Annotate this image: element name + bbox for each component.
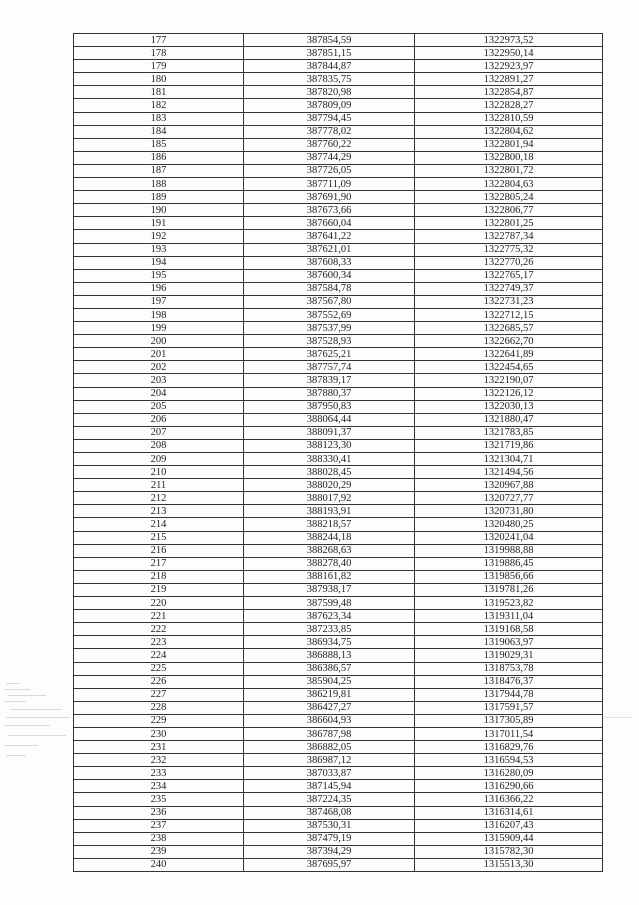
table-row: [74, 675, 603, 688]
y-coordinate-cell: 1322190,07: [415, 374, 603, 387]
table-row: [74, 583, 603, 596]
x-coordinate-cell: 387835,75: [244, 73, 415, 86]
table-row: [74, 780, 603, 793]
x-coordinate-cell: 387950,83: [244, 400, 415, 413]
y-coordinate-cell: 1315513,30: [415, 858, 603, 871]
y-coordinate-cell: 1322973,52: [415, 34, 603, 47]
x-coordinate-cell: 386427,27: [244, 701, 415, 714]
y-coordinate-cell: 1322731,23: [415, 295, 603, 308]
table-row: [74, 112, 603, 125]
table-row: [74, 479, 603, 492]
table-row: [74, 439, 603, 452]
y-coordinate-cell: 1320967,88: [415, 479, 603, 492]
table-row: [74, 138, 603, 151]
y-coordinate-cell: 1322804,62: [415, 125, 603, 138]
point-number-cell: 200: [74, 335, 244, 348]
x-coordinate-cell: 387695,97: [244, 858, 415, 871]
point-number-cell: 240: [74, 858, 244, 871]
y-coordinate-cell: 1322641,89: [415, 348, 603, 361]
x-coordinate-cell: 387711,09: [244, 178, 415, 191]
y-coordinate-cell: 1316290,66: [415, 780, 603, 793]
y-coordinate-cell: 1320727,77: [415, 492, 603, 505]
point-number-cell: 217: [74, 557, 244, 570]
x-coordinate-cell: 387033,87: [244, 767, 415, 780]
point-number-cell: 192: [74, 230, 244, 243]
x-coordinate-cell: 388218,57: [244, 518, 415, 531]
point-number-cell: 205: [74, 400, 244, 413]
point-number-cell: 227: [74, 688, 244, 701]
y-coordinate-cell: 1316594,53: [415, 754, 603, 767]
y-coordinate-cell: 1321494,56: [415, 466, 603, 479]
table-row: [74, 308, 603, 321]
x-coordinate-cell: 387537,99: [244, 322, 415, 335]
table-row: [74, 217, 603, 230]
x-coordinate-cell: 387479,19: [244, 832, 415, 845]
table-row: [74, 348, 603, 361]
y-coordinate-cell: 1319029,31: [415, 649, 603, 662]
x-coordinate-cell: 387584,78: [244, 282, 415, 295]
y-coordinate-cell: 1319781,26: [415, 583, 603, 596]
point-number-cell: 239: [74, 845, 244, 858]
point-number-cell: 184: [74, 125, 244, 138]
x-coordinate-cell: 387757,74: [244, 361, 415, 374]
x-coordinate-cell: 386987,12: [244, 754, 415, 767]
x-coordinate-cell: 387794,45: [244, 112, 415, 125]
x-coordinate-cell: 386386,57: [244, 662, 415, 675]
point-number-cell: 210: [74, 466, 244, 479]
table-row: [74, 597, 603, 610]
x-coordinate-cell: 388123,30: [244, 439, 415, 452]
coordinates-table: [73, 33, 603, 872]
point-number-cell: 191: [74, 217, 244, 230]
point-number-cell: 225: [74, 662, 244, 675]
point-number-cell: 228: [74, 701, 244, 714]
table-row: [74, 191, 603, 204]
y-coordinate-cell: 1320241,04: [415, 531, 603, 544]
point-number-cell: 231: [74, 741, 244, 754]
scan-artifact: [4, 683, 74, 763]
y-coordinate-cell: 1322800,18: [415, 151, 603, 164]
table-row: [74, 125, 603, 138]
x-coordinate-cell: 388161,82: [244, 570, 415, 583]
point-number-cell: 208: [74, 439, 244, 452]
point-number-cell: 197: [74, 295, 244, 308]
x-coordinate-cell: 387660,04: [244, 217, 415, 230]
y-coordinate-cell: 1322775,32: [415, 243, 603, 256]
y-coordinate-cell: 1322749,37: [415, 282, 603, 295]
y-coordinate-cell: 1316829,76: [415, 741, 603, 754]
x-coordinate-cell: 387224,35: [244, 793, 415, 806]
x-coordinate-cell: 387567,80: [244, 295, 415, 308]
table-row: [74, 204, 603, 217]
y-coordinate-cell: 1322854,87: [415, 86, 603, 99]
y-coordinate-cell: 1322801,25: [415, 217, 603, 230]
point-number-cell: 198: [74, 308, 244, 321]
table-row: [74, 688, 603, 701]
x-coordinate-cell: 388278,40: [244, 557, 415, 570]
table-row: [74, 243, 603, 256]
table-row: [74, 335, 603, 348]
table-row: [74, 845, 603, 858]
x-coordinate-cell: 386882,05: [244, 741, 415, 754]
point-number-cell: 238: [74, 832, 244, 845]
point-number-cell: 235: [74, 793, 244, 806]
x-coordinate-cell: 387552,69: [244, 308, 415, 321]
x-coordinate-cell: 387673,66: [244, 204, 415, 217]
table-row: [74, 426, 603, 439]
point-number-cell: 218: [74, 570, 244, 583]
x-coordinate-cell: 388064,44: [244, 413, 415, 426]
y-coordinate-cell: 1321719,86: [415, 439, 603, 452]
table-row: [74, 47, 603, 60]
x-coordinate-cell: 387844,87: [244, 60, 415, 73]
table-row: [74, 453, 603, 466]
table-row: [74, 99, 603, 112]
table-row: [74, 793, 603, 806]
x-coordinate-cell: 388091,37: [244, 426, 415, 439]
table-row: [74, 623, 603, 636]
y-coordinate-cell: 1322805,24: [415, 191, 603, 204]
table-row: [74, 649, 603, 662]
table-row: [74, 505, 603, 518]
point-number-cell: 213: [74, 505, 244, 518]
x-coordinate-cell: 388020,29: [244, 479, 415, 492]
point-number-cell: 226: [74, 675, 244, 688]
x-coordinate-cell: 387621,01: [244, 243, 415, 256]
y-coordinate-cell: 1321783,85: [415, 426, 603, 439]
point-number-cell: 223: [74, 636, 244, 649]
point-number-cell: 214: [74, 518, 244, 531]
point-number-cell: 222: [74, 623, 244, 636]
point-number-cell: 229: [74, 714, 244, 727]
y-coordinate-cell: 1322891,27: [415, 73, 603, 86]
table-row: [74, 754, 603, 767]
table-row: [74, 295, 603, 308]
table-row: [74, 256, 603, 269]
y-coordinate-cell: 1317305,89: [415, 714, 603, 727]
point-number-cell: 220: [74, 597, 244, 610]
x-coordinate-cell: 387744,29: [244, 151, 415, 164]
y-coordinate-cell: 1319988,88: [415, 544, 603, 557]
point-number-cell: 211: [74, 479, 244, 492]
y-coordinate-cell: 1322030,13: [415, 400, 603, 413]
point-number-cell: 193: [74, 243, 244, 256]
y-coordinate-cell: 1317944,78: [415, 688, 603, 701]
point-number-cell: 190: [74, 204, 244, 217]
table-row: [74, 727, 603, 740]
y-coordinate-cell: 1322685,57: [415, 322, 603, 335]
y-coordinate-cell: 1322950,14: [415, 47, 603, 60]
x-coordinate-cell: 387880,37: [244, 387, 415, 400]
table-row: [74, 73, 603, 86]
point-number-cell: 216: [74, 544, 244, 557]
point-number-cell: 236: [74, 806, 244, 819]
point-number-cell: 178: [74, 47, 244, 60]
y-coordinate-cell: 1320731,80: [415, 505, 603, 518]
point-number-cell: 230: [74, 727, 244, 740]
x-coordinate-cell: 387641,22: [244, 230, 415, 243]
point-number-cell: 187: [74, 164, 244, 177]
y-coordinate-cell: 1319063,97: [415, 636, 603, 649]
x-coordinate-cell: 387851,15: [244, 47, 415, 60]
y-coordinate-cell: 1322810,59: [415, 112, 603, 125]
point-number-cell: 233: [74, 767, 244, 780]
point-number-cell: 189: [74, 191, 244, 204]
point-number-cell: 221: [74, 610, 244, 623]
table-row: [74, 230, 603, 243]
table-row: [74, 806, 603, 819]
x-coordinate-cell: 386219,81: [244, 688, 415, 701]
coordinates-table-body: [74, 34, 603, 872]
point-number-cell: 195: [74, 269, 244, 282]
point-number-cell: 207: [74, 426, 244, 439]
table-row: [74, 557, 603, 570]
x-coordinate-cell: 387778,02: [244, 125, 415, 138]
y-coordinate-cell: 1322787,34: [415, 230, 603, 243]
y-coordinate-cell: 1322923,97: [415, 60, 603, 73]
table-row: [74, 819, 603, 832]
table-row: [74, 413, 603, 426]
y-coordinate-cell: 1321880,47: [415, 413, 603, 426]
x-coordinate-cell: 387394,29: [244, 845, 415, 858]
x-coordinate-cell: 388028,45: [244, 466, 415, 479]
point-number-cell: 224: [74, 649, 244, 662]
y-coordinate-cell: 1319523,82: [415, 597, 603, 610]
y-coordinate-cell: 1322801,72: [415, 164, 603, 177]
y-coordinate-cell: 1320480,25: [415, 518, 603, 531]
table-row: [74, 86, 603, 99]
table-row: [74, 714, 603, 727]
table-row: [74, 60, 603, 73]
table-row: [74, 466, 603, 479]
point-number-cell: 194: [74, 256, 244, 269]
point-number-cell: 204: [74, 387, 244, 400]
y-coordinate-cell: 1319311,04: [415, 610, 603, 623]
y-coordinate-cell: 1322801,94: [415, 138, 603, 151]
table-row: [74, 387, 603, 400]
table-row: [74, 767, 603, 780]
x-coordinate-cell: 386934,75: [244, 636, 415, 649]
point-number-cell: 180: [74, 73, 244, 86]
table-row: [74, 361, 603, 374]
y-coordinate-cell: 1319886,45: [415, 557, 603, 570]
y-coordinate-cell: 1322806,77: [415, 204, 603, 217]
x-coordinate-cell: 387625,21: [244, 348, 415, 361]
table-row: [74, 269, 603, 282]
point-number-cell: 234: [74, 780, 244, 793]
x-coordinate-cell: 387528,93: [244, 335, 415, 348]
table-row: [74, 518, 603, 531]
table-row: [74, 178, 603, 191]
table-row: [74, 400, 603, 413]
x-coordinate-cell: 387623,34: [244, 610, 415, 623]
y-coordinate-cell: 1322454,65: [415, 361, 603, 374]
point-number-cell: 188: [74, 178, 244, 191]
point-number-cell: 206: [74, 413, 244, 426]
y-coordinate-cell: 1316207,43: [415, 819, 603, 832]
x-coordinate-cell: 388244,18: [244, 531, 415, 544]
x-coordinate-cell: 387938,17: [244, 583, 415, 596]
point-number-cell: 181: [74, 86, 244, 99]
point-number-cell: 185: [74, 138, 244, 151]
x-coordinate-cell: 387530,31: [244, 819, 415, 832]
y-coordinate-cell: 1322828,27: [415, 99, 603, 112]
y-coordinate-cell: 1319856,66: [415, 570, 603, 583]
table-row: [74, 34, 603, 47]
point-number-cell: 219: [74, 583, 244, 596]
table-row: [74, 282, 603, 295]
point-number-cell: 232: [74, 754, 244, 767]
x-coordinate-cell: 387854,59: [244, 34, 415, 47]
x-coordinate-cell: 388017,92: [244, 492, 415, 505]
y-coordinate-cell: 1322126,12: [415, 387, 603, 400]
table-row: [74, 531, 603, 544]
point-number-cell: 179: [74, 60, 244, 73]
point-number-cell: 196: [74, 282, 244, 295]
table-row: [74, 662, 603, 675]
y-coordinate-cell: 1322662,70: [415, 335, 603, 348]
table-row: [74, 858, 603, 871]
table-row: [74, 636, 603, 649]
y-coordinate-cell: 1315782,30: [415, 845, 603, 858]
y-coordinate-cell: 1318476,37: [415, 675, 603, 688]
table-row: [74, 741, 603, 754]
point-number-cell: 201: [74, 348, 244, 361]
x-coordinate-cell: 387691,90: [244, 191, 415, 204]
point-number-cell: 183: [74, 112, 244, 125]
y-coordinate-cell: 1322765,17: [415, 269, 603, 282]
table-row: [74, 610, 603, 623]
point-number-cell: 186: [74, 151, 244, 164]
table-row: [74, 544, 603, 557]
y-coordinate-cell: 1321304,71: [415, 453, 603, 466]
x-coordinate-cell: 387839,17: [244, 374, 415, 387]
table-row: [74, 151, 603, 164]
x-coordinate-cell: 386888,13: [244, 649, 415, 662]
x-coordinate-cell: 387145,94: [244, 780, 415, 793]
point-number-cell: 203: [74, 374, 244, 387]
y-coordinate-cell: 1316366,22: [415, 793, 603, 806]
x-coordinate-cell: 387233,85: [244, 623, 415, 636]
x-coordinate-cell: 387760,22: [244, 138, 415, 151]
table-row: [74, 374, 603, 387]
x-coordinate-cell: 388330,41: [244, 453, 415, 466]
y-coordinate-cell: 1317011,54: [415, 727, 603, 740]
x-coordinate-cell: 387608,33: [244, 256, 415, 269]
x-coordinate-cell: 387809,09: [244, 99, 415, 112]
y-coordinate-cell: 1318753,78: [415, 662, 603, 675]
y-coordinate-cell: 1316314,61: [415, 806, 603, 819]
y-coordinate-cell: 1322804,63: [415, 178, 603, 191]
y-coordinate-cell: 1315909,44: [415, 832, 603, 845]
table-row: [74, 570, 603, 583]
scan-artifact-right: [604, 715, 634, 721]
point-number-cell: 209: [74, 453, 244, 466]
x-coordinate-cell: 387599,48: [244, 597, 415, 610]
point-number-cell: 215: [74, 531, 244, 544]
y-coordinate-cell: 1322770,26: [415, 256, 603, 269]
table-row: [74, 701, 603, 714]
y-coordinate-cell: 1319168,58: [415, 623, 603, 636]
table-row: [74, 492, 603, 505]
point-number-cell: 237: [74, 819, 244, 832]
point-number-cell: 199: [74, 322, 244, 335]
x-coordinate-cell: 387468,08: [244, 806, 415, 819]
x-coordinate-cell: 388268,63: [244, 544, 415, 557]
table-row: [74, 832, 603, 845]
y-coordinate-cell: 1317591,57: [415, 701, 603, 714]
point-number-cell: 182: [74, 99, 244, 112]
point-number-cell: 202: [74, 361, 244, 374]
x-coordinate-cell: 386787,98: [244, 727, 415, 740]
x-coordinate-cell: 387820,98: [244, 86, 415, 99]
x-coordinate-cell: 387600,34: [244, 269, 415, 282]
x-coordinate-cell: 386604,93: [244, 714, 415, 727]
x-coordinate-cell: 385904,25: [244, 675, 415, 688]
x-coordinate-cell: 388193,91: [244, 505, 415, 518]
x-coordinate-cell: 387726,05: [244, 164, 415, 177]
point-number-cell: 212: [74, 492, 244, 505]
point-number-cell: 177: [74, 34, 244, 47]
table-row: [74, 322, 603, 335]
table-row: [74, 164, 603, 177]
y-coordinate-cell: 1316280,09: [415, 767, 603, 780]
y-coordinate-cell: 1322712,15: [415, 308, 603, 321]
